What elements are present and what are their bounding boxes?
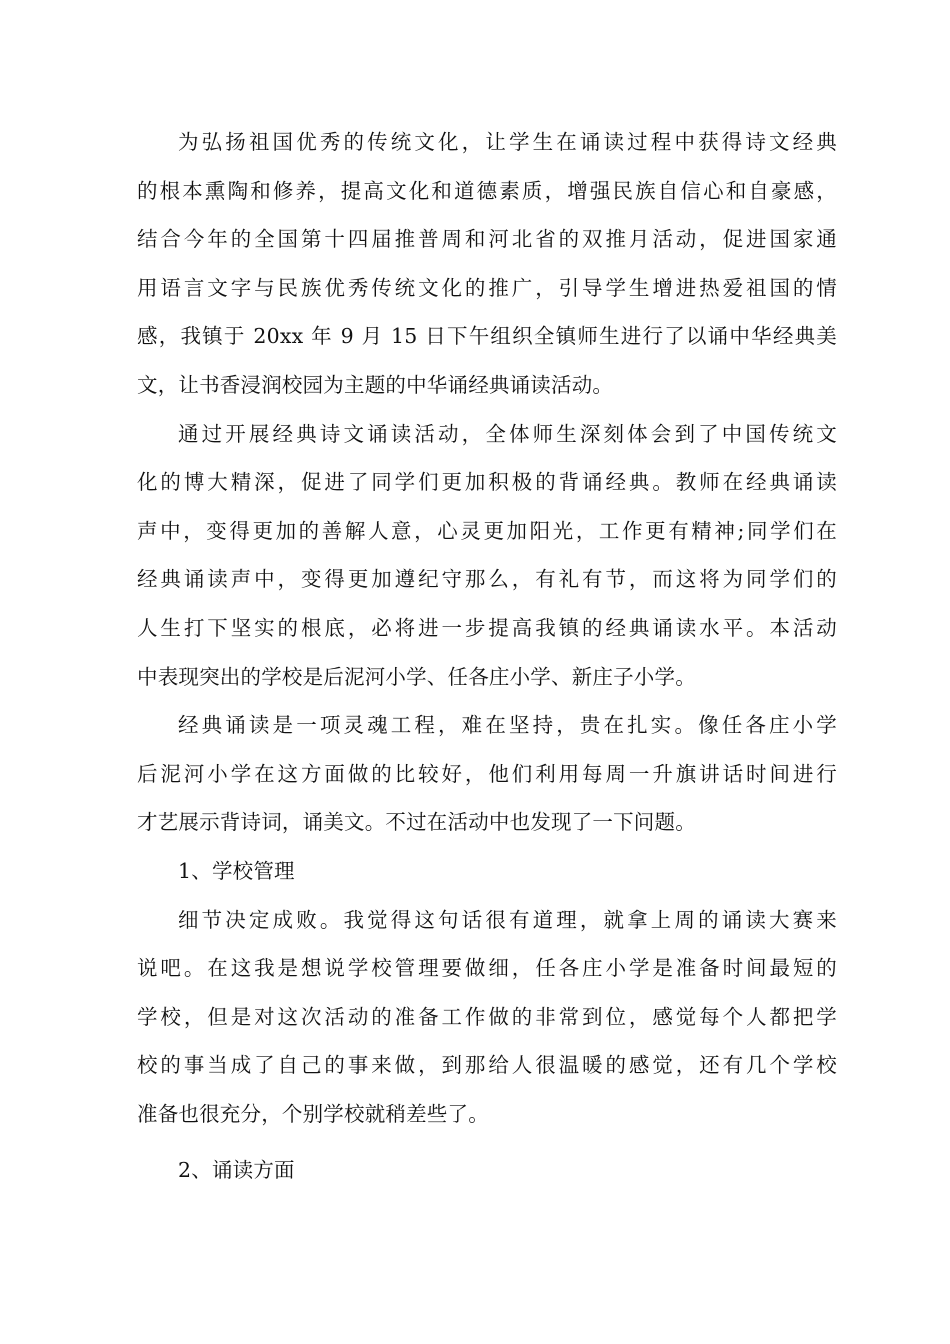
paragraph-line: 细节决定成败。我觉得这句话很有道理，就拿上周的诵读大赛来	[178, 907, 837, 932]
paragraph-line: 人生打下坚实的根底，必将进一步提高我镇的经典诵读水平。本活动	[137, 615, 837, 640]
paragraph-line: 学校，但是对这次活动的准备工作做的非常到位，感觉每个人都把学	[137, 1004, 837, 1029]
paragraph-line: 说吧。在这我是想说学校管理要做细，任各庄小学是准备时间最短的	[137, 956, 837, 981]
paragraph-line: 经典诵读是一项灵魂工程，难在坚持，贵在扎实。像任各庄小学	[178, 713, 837, 738]
section-heading-recitation: 2、诵读方面	[178, 1158, 295, 1183]
paragraph-line: 中表现突出的学校是后泥河小学、任各庄小学、新庄子小学。	[137, 664, 696, 689]
paragraph-4	[137, 896, 837, 1139]
paragraph-line: 结合今年的全国第十四届推普周和河北省的双推月活动，促进国家通	[137, 227, 837, 252]
paragraph-line: 准备也很充分，个别学校就稍差些了。	[137, 1101, 489, 1126]
paragraph-2	[137, 410, 837, 702]
paragraph-line: 化的博大精深，促进了同学们更加积极的背诵经典。教师在经典诵读	[137, 470, 837, 495]
paragraph-line: 感，我镇于 20xx 年 9 月 15 日下午组织全镇师生进行了以诵中华经典美	[137, 324, 837, 349]
section-heading-school-management: 1、学校管理	[178, 858, 295, 883]
paragraph-line: 才艺展示背诗词，诵美文。不过在活动中也发现了一下问题。	[137, 810, 696, 835]
paragraph-line: 的根本熏陶和修养，提高文化和道德素质，增强民族自信心和自豪感，	[137, 178, 837, 203]
paragraph-line: 经典诵读声中，变得更加遵纪守那么，有礼有节，而这将为同学们的	[137, 567, 837, 592]
paragraph-line: 文，让书香浸润校园为主题的中华诵经典诵读活动。	[137, 372, 614, 397]
paragraph-line: 声中，变得更加的善解人意，心灵更加阳光，工作更有精神;同学们在	[137, 518, 837, 543]
paragraph-line: 后泥河小学在这方面做的比较好，他们利用每周一升旗讲话时间进行	[137, 761, 837, 786]
paragraph-line: 为弘扬祖国优秀的传统文化，让学生在诵读过程中获得诗文经典	[178, 130, 837, 154]
paragraph-line: 校的事当成了自己的事来做，到那给人很温暖的感觉，还有几个学校	[137, 1053, 837, 1078]
section-gap	[137, 1138, 837, 1146]
paragraph-3	[137, 701, 837, 847]
document-body	[137, 118, 837, 1195]
paragraph-line: 通过开展经典诗文诵读活动，全体师生深刻体会到了中国传统文	[178, 421, 837, 446]
paragraph-line: 用语言文字与民族优秀传统文化的推广，引导学生增进热爱祖国的情	[137, 275, 837, 300]
paragraph-1	[137, 118, 837, 410]
